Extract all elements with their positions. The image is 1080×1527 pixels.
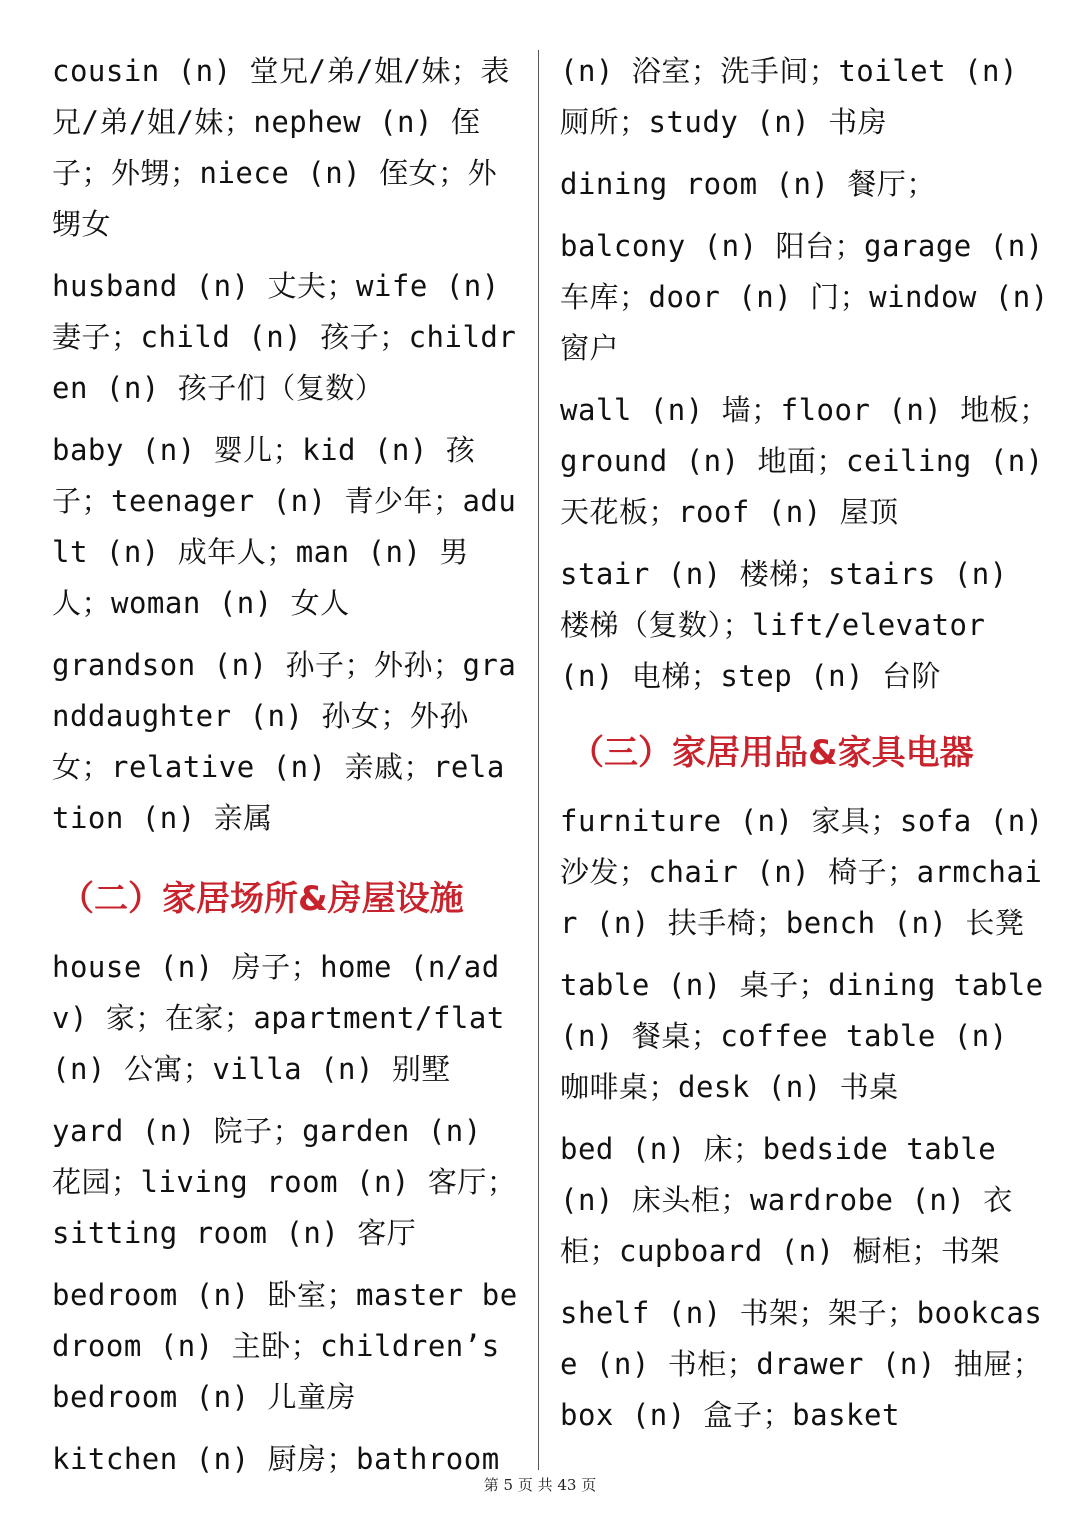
- vocab-paragraph: kitchen (n) 厨房；bathroom: [52, 1442, 500, 1476]
- vocab-paragraph: bedroom (n) 卧室；master bedroom (n) 主卧；children’s bedroom (n) 儿童房: [52, 1278, 518, 1414]
- vocab-paragraph: balcony (n) 阳台；garage (n) 车库；door (n) 门；window (n) 窗户: [560, 229, 1049, 365]
- column-divider: [538, 50, 539, 1470]
- vocab-paragraph: stair (n) 楼梯；stairs (n) 楼梯（复数）；lift/elevator (n) 电梯；step (n) 台阶: [560, 557, 1008, 693]
- vocab-paragraph: dining room (n) 餐厅；: [560, 167, 936, 201]
- right-column: [560, 46, 1050, 1452]
- vocab-paragraph: shelf (n) 书架；架子；bookcase (n) 书柜；drawer (n) 抽屉；box (n) 盒子；basket: [560, 1296, 1043, 1432]
- vocab-paragraph: husband (n) 丈夫；wife (n) 妻子；child (n) 孩子；children (n) 孩子们（复数）: [52, 269, 517, 405]
- vocab-paragraph: table (n) 桌子；dining table (n) 餐桌；coffee table (n) 咖啡桌；desk (n) 书桌: [560, 968, 1044, 1104]
- vocab-paragraph: furniture (n) 家具；sofa (n) 沙发；chair (n) 椅子；armchair (n) 扶手椅；bench (n) 长凳: [560, 804, 1044, 940]
- vocab-paragraph: wall (n) 墙；floor (n) 地板；ground (n) 地面；ceiling (n) 天花板；roof (n) 屋顶: [560, 393, 1049, 529]
- section-heading: （二）家居场所&房屋设施: [60, 879, 464, 919]
- vocab-paragraph: baby (n) 婴儿；kid (n) 孩子；teenager (n) 青少年；adult (n) 成年人；man (n) 男人；woman (n) 女人: [52, 433, 517, 620]
- vocab-paragraph: yard (n) 院子；garden (n) 花园；living room (n) 客厅；sitting room (n) 客厅: [52, 1114, 517, 1250]
- vocab-paragraph: bed (n) 床；bedside table (n) 床头柜；wardrobe (n) 衣柜；cupboard (n) 橱柜；书架: [560, 1132, 1013, 1268]
- vocab-paragraph: house (n) 房子；home (n/adv) 家；在家；apartment/flat (n) 公寓；villa (n) 别墅: [52, 950, 505, 1086]
- vocab-paragraph: cousin (n) 堂兄/弟/姐/妹；表兄/弟/姐/妹；nephew (n) 侄子；外甥；niece (n) 侄女；外甥女: [52, 54, 510, 241]
- left-column: [52, 46, 522, 1496]
- page-footer: 第 5 页 共 43 页: [483, 1476, 597, 1494]
- vocab-paragraph: (n) 浴室；洗手间；toilet (n) 厕所；study (n) 书房: [560, 54, 1018, 139]
- vocab-paragraph: grandson (n) 孙子；外孙；granddaughter (n) 孙女；外孙女；relative (n) 亲戚；relation (n) 亲属: [52, 648, 517, 835]
- section-heading: （三）家居用品&家具电器: [570, 733, 974, 773]
